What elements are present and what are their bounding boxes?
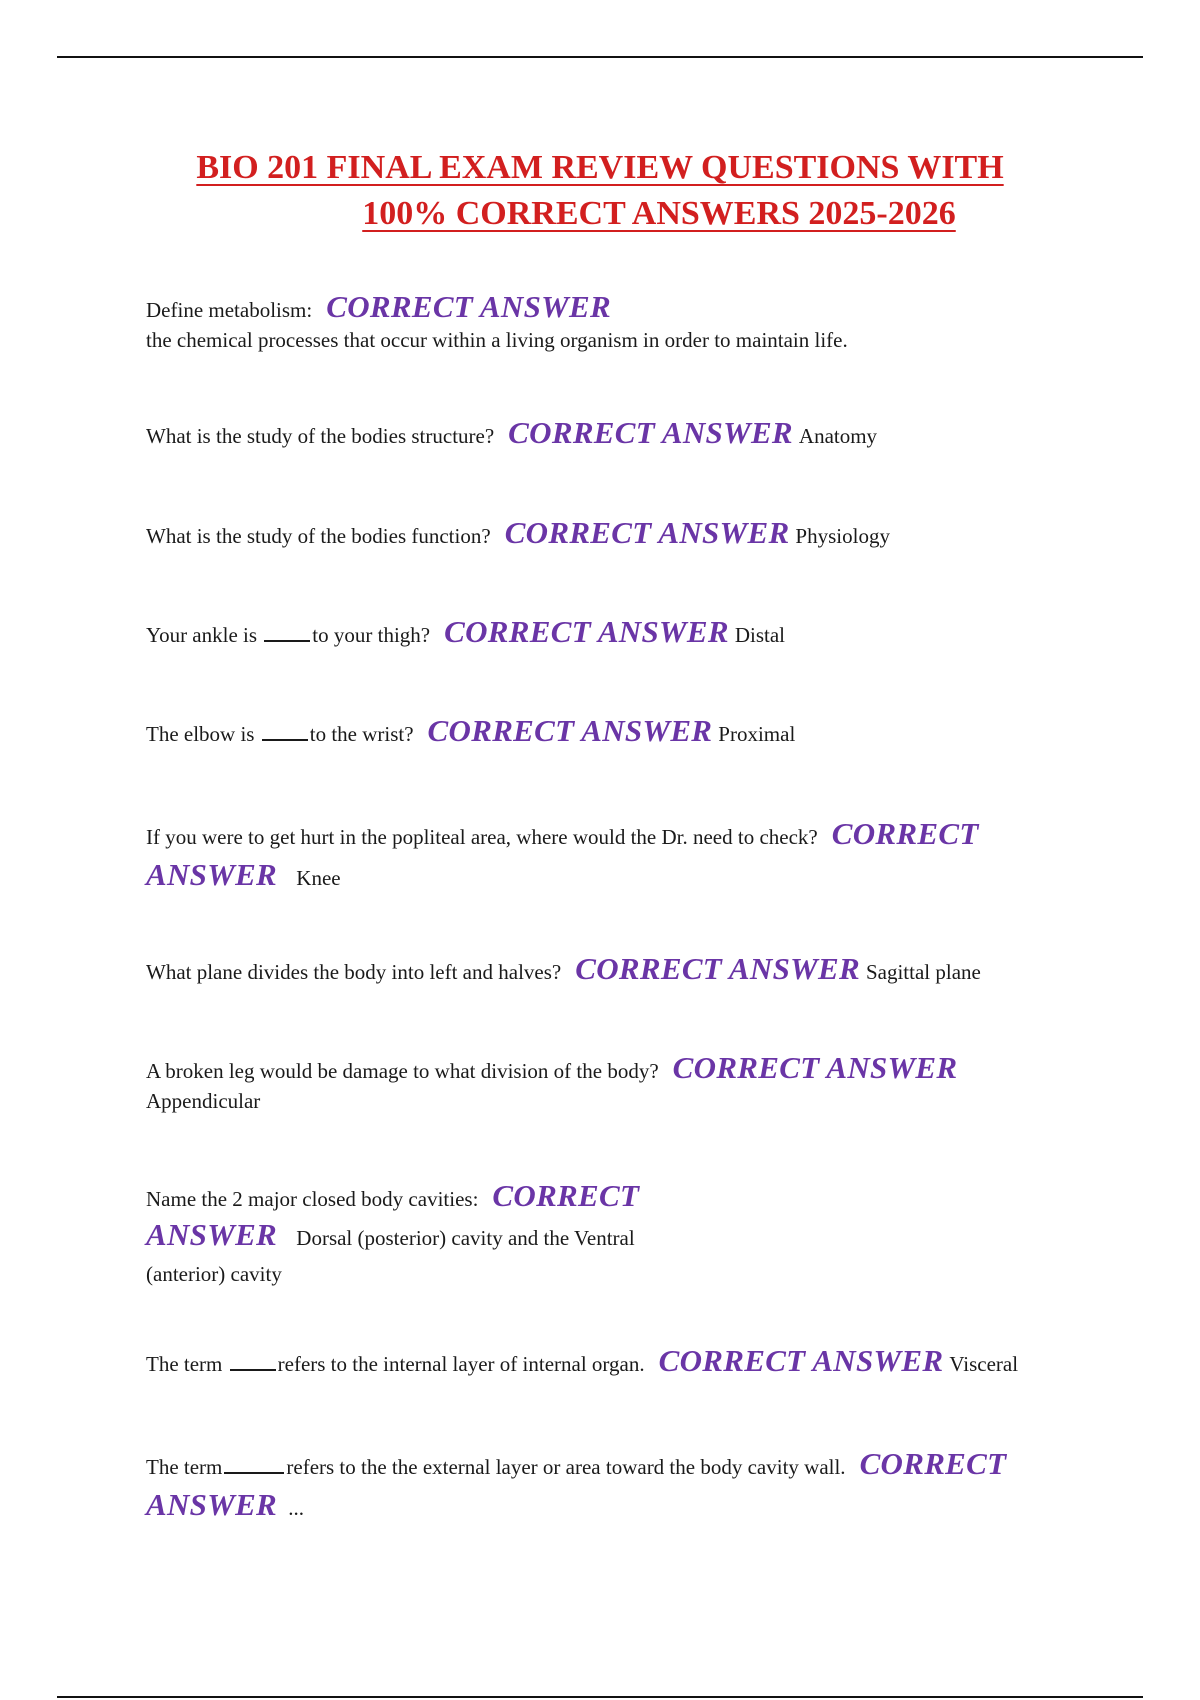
qa-item-4 <box>146 614 786 650</box>
question-text: Define metabolism: <box>146 298 313 322</box>
answer-text: Anatomy <box>798 424 878 448</box>
correct-answer-marker-part-2: ANSWER <box>146 1217 278 1252</box>
fill-blank <box>262 720 308 741</box>
correct-answer-marker-part-2: ANSWER <box>146 857 278 892</box>
correct-answer-marker: CORRECT ANSWER <box>508 415 793 450</box>
qa-item-8 <box>146 1050 963 1116</box>
qa-item-5 <box>146 713 796 749</box>
fill-blank <box>264 621 310 642</box>
question-text: What is the study of the bodies function? <box>146 524 491 548</box>
answer-text: the chemical processes that occur within a living organism in order to maintain life. <box>146 328 848 352</box>
qa-item-10 <box>146 1343 1019 1379</box>
answer-text: ... <box>288 1496 305 1520</box>
qa-item-2 <box>146 415 878 451</box>
answer-text: Knee <box>296 866 341 890</box>
header-rule <box>57 56 1143 58</box>
answer-text: Physiology <box>795 524 890 548</box>
qa-item-6 <box>146 815 1046 897</box>
question-text-start: Your ankle is <box>146 623 258 647</box>
document-title <box>0 145 1200 237</box>
question-text-start: The term <box>146 1455 223 1479</box>
answer-text-line-2: (anterior) cavity <box>146 1262 282 1286</box>
title-line-1: BIO 201 FINAL EXAM REVIEW QUESTIONS WITH <box>196 149 1004 186</box>
answer-text-line-1: Dorsal (posterior) cavity and the Ventral <box>296 1226 635 1250</box>
qa-item-1 <box>146 289 848 355</box>
question-text: If you were to get hurt in the popliteal area, where would the Dr. need to check? <box>146 825 818 849</box>
qa-item-11 <box>146 1445 1106 1527</box>
correct-answer-marker: CORRECT ANSWER <box>575 951 860 986</box>
answer-text: Appendicular <box>146 1089 261 1113</box>
qa-item-7 <box>146 951 981 987</box>
question-text-start: The term <box>146 1352 223 1376</box>
question-text-start: The elbow is <box>146 722 255 746</box>
correct-answer-marker: CORRECT ANSWER <box>672 1050 958 1085</box>
correct-answer-marker-part-1: CORRECT <box>859 1446 1007 1481</box>
answer-text: Distal <box>734 623 786 647</box>
fill-blank <box>230 1350 276 1371</box>
question-text: Name the 2 major closed body cavities: <box>146 1187 479 1211</box>
question-text: What is the study of the bodies structure? <box>146 424 495 448</box>
correct-answer-marker-part-2: ANSWER <box>146 1487 278 1522</box>
question-text-end: refers to the internal layer of internal organ. <box>277 1352 645 1376</box>
correct-answer-marker: CORRECT ANSWER <box>326 289 611 324</box>
answer-text: Sagittal plane <box>865 960 981 984</box>
correct-answer-marker: CORRECT ANSWER <box>504 515 790 550</box>
qa-item-3 <box>146 515 890 551</box>
correct-answer-marker: CORRECT ANSWER <box>444 614 729 649</box>
correct-answer-marker-part-1: CORRECT <box>492 1178 640 1213</box>
correct-answer-marker: CORRECT ANSWER <box>658 1343 944 1378</box>
qa-item-9 <box>146 1178 645 1292</box>
answer-text: Visceral <box>949 1352 1019 1376</box>
footer-rule <box>57 1696 1143 1698</box>
correct-answer-marker-part-1: CORRECT <box>831 816 979 851</box>
question-text: What plane divides the body into left and halves? <box>146 960 562 984</box>
correct-answer-marker: CORRECT ANSWER <box>427 713 713 748</box>
question-text: A broken leg would be damage to what division of the body? <box>146 1059 659 1083</box>
question-text-end: refers to the the external layer or area toward the body cavity wall. <box>286 1455 846 1479</box>
question-text-end: to your thigh? <box>312 623 431 647</box>
question-text-end: to the wrist? <box>309 722 414 746</box>
answer-text: Proximal <box>718 722 796 746</box>
title-line-2: 100% CORRECT ANSWERS 2025-2026 <box>362 195 956 232</box>
fill-blank <box>224 1453 284 1474</box>
